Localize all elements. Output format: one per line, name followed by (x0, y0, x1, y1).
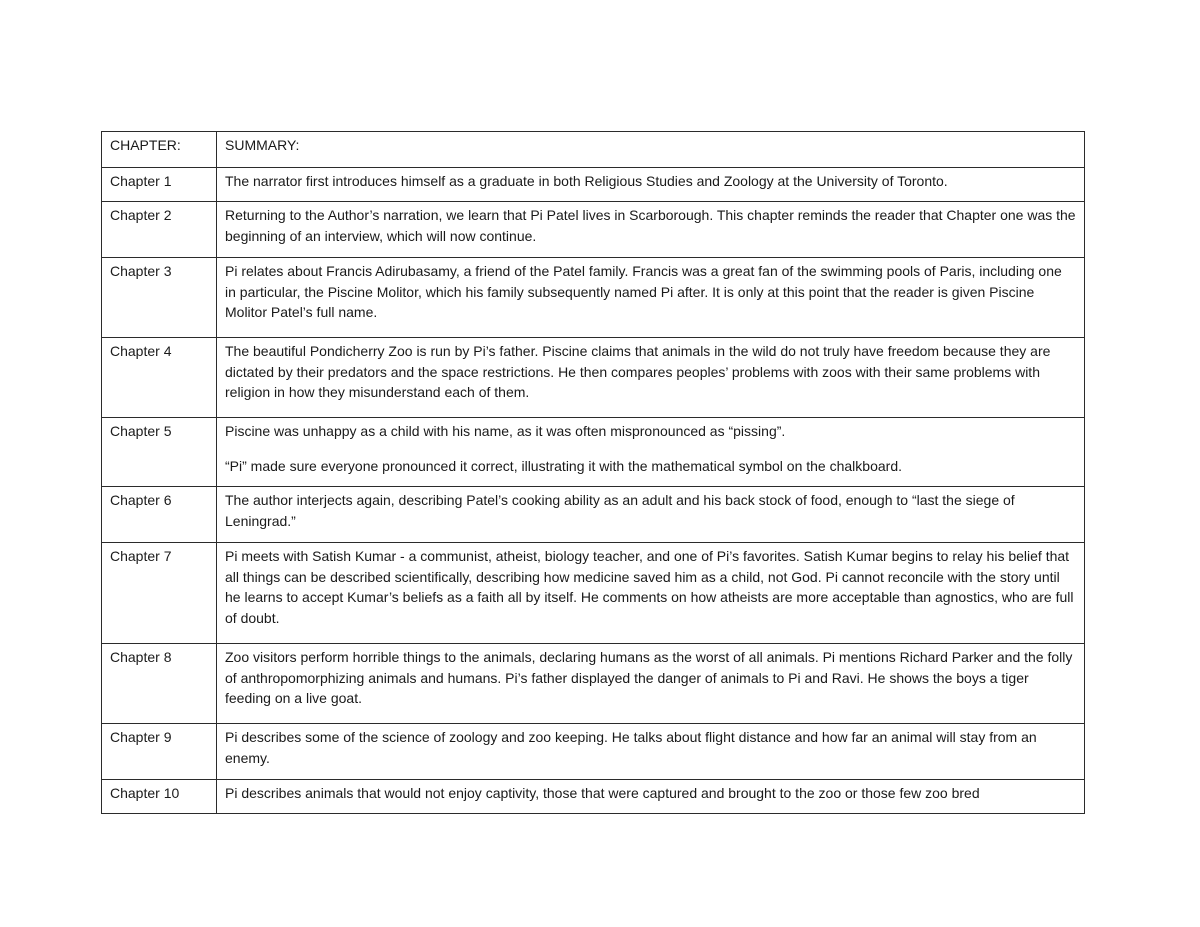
summary-cell: Zoo visitors perform horrible things to the animals, declaring humans as the worst of all animals. Pi mentions Richard Parker and the folly of anthropomorphizing animals and humans. Pi’s father displayed the danger of animals to Pi and Ravi. He shows the boys a tiger feeding on a live goat. (217, 644, 1085, 724)
table-row (102, 202, 1085, 258)
table-header-row (102, 132, 1085, 168)
chapter-cell: Chapter 3 (102, 258, 217, 338)
chapter-cell: Chapter 8 (102, 644, 217, 724)
summary-paragraph-2: “Pi” made sure everyone pronounced it correct, illustrating it with the mathematical symbol on the chalkboard. (225, 457, 902, 474)
summary-cell: Pi relates about Francis Adirubasamy, a friend of the Patel family. Francis was a great fan of the swimming pools of Paris, including one in particular, the Piscine Molitor, which his family subsequently named Pi after. It is only at this point that the reader is given Piscine Molitor Patel’s full name. (217, 258, 1085, 338)
chapter-cell: Chapter 6 (102, 487, 217, 543)
table-row (102, 168, 1085, 202)
summary-cell: Returning to the Author’s narration, we learn that Pi Patel lives in Scarborough. This chapter reminds the reader that Chapter one was the beginning of an interview, which will now continue. (217, 202, 1085, 258)
table-row (102, 543, 1085, 644)
chapter-cell: Chapter 10 (102, 780, 217, 814)
summary-cell: The beautiful Pondicherry Zoo is run by Pi’s father. Piscine claims that animals in the wild do not truly have freedom because they are dictated by their predators and the space restrictions. He then compares peoples’ problems with zoos with their same problems with religion in how they misunderstand each of them. (217, 338, 1085, 418)
chapter-column-header: CHAPTER: (102, 132, 217, 168)
table-row (102, 418, 1085, 487)
summary-paragraph-1: Piscine was unhappy as a child with his name, as it was often mispronounced as “pissing”. (225, 423, 786, 439)
chapter-cell: Chapter 5 (102, 418, 217, 487)
summary-cell: Pi describes some of the science of zoology and zoo keeping. He talks about flight distance and how far an animal will stay from an enemy. (217, 724, 1085, 780)
summary-cell: Pi meets with Satish Kumar - a communist, atheist, biology teacher, and one of Pi’s favorites. Satish Kumar begins to relay his belief that all things can be described scientifically, describing how medicine saved him as a child, not God. Pi cannot reconcile with the story until he learns to accept Kumar’s beliefs as a faith all by itself. He comments on how atheists are more acceptable than agnostics, who are full of doubt. (217, 543, 1085, 644)
summary-cell: The author interjects again, describing Patel’s cooking ability as an adult and his back stock of food, enough to “last the siege of Leningrad.” (217, 487, 1085, 543)
chapter-cell: Chapter 1 (102, 168, 217, 202)
table-row (102, 487, 1085, 543)
table-row (102, 780, 1085, 814)
table-row (102, 338, 1085, 418)
table-row (102, 258, 1085, 338)
table-row (102, 724, 1085, 780)
table-row (102, 644, 1085, 724)
summary-cell: The narrator first introduces himself as a graduate in both Religious Studies and Zoology at the University of Toronto. (217, 168, 1085, 202)
chapter-cell: Chapter 2 (102, 202, 217, 258)
chapter-cell: Chapter 4 (102, 338, 217, 418)
chapter-cell: Chapter 7 (102, 543, 217, 644)
chapter-cell: Chapter 9 (102, 724, 217, 780)
summary-cell (217, 418, 1085, 487)
summary-column-header: SUMMARY: (217, 132, 1085, 168)
summary-cell: Pi describes animals that would not enjoy captivity, those that were captured and brought to the zoo or those few zoo bred (217, 780, 1085, 814)
chapter-summary-table (101, 131, 1085, 814)
